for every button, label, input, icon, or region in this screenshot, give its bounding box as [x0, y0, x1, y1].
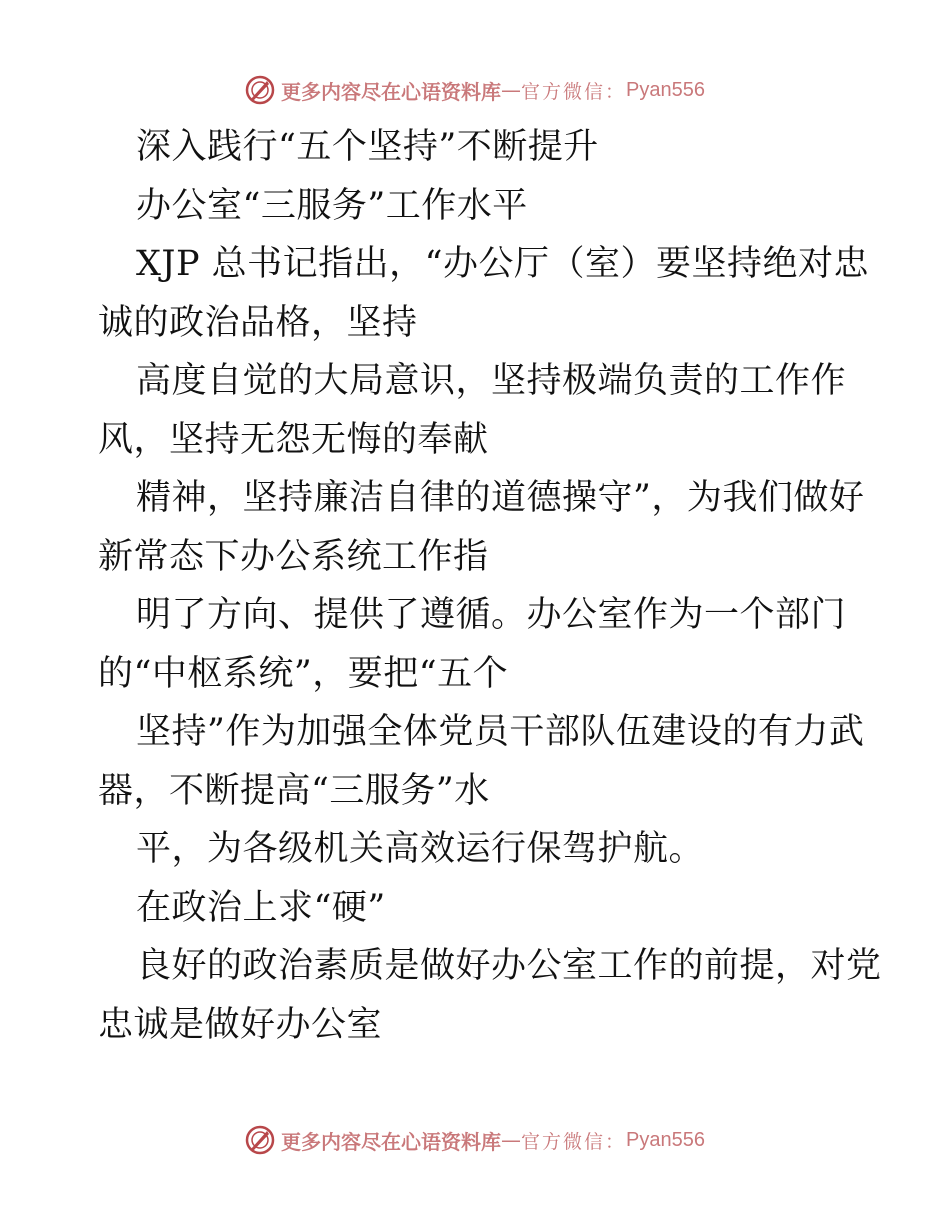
- text-line: 风，坚持无怨无悔的奉献: [98, 419, 489, 460]
- banner-wechat-id: Pyan556: [626, 1128, 705, 1151]
- text-line: 器，不断提高“三服务”水: [98, 770, 490, 811]
- text-line: 良好的政治素质是做好办公室工作的前提，对党: [136, 946, 882, 986]
- text-line: 忠诚是做好办公室: [98, 1004, 383, 1045]
- footer-banner: [0, 1120, 950, 1160]
- banner-wechat-label: 官方微信：: [521, 1130, 627, 1153]
- text-line: XJP 总书记指出，“办公厅（室）要坚持绝对忠: [136, 244, 870, 284]
- document-body: [98, 118, 882, 1054]
- banner-separator: —: [501, 78, 521, 102]
- banner-wechat-id: Pyan556: [626, 78, 705, 101]
- text-line: 平，为各级机关高效运行保驾护航。: [136, 829, 705, 869]
- text-line: 精神，坚持廉洁自律的道德操守”，为我们做好: [136, 478, 865, 518]
- banner-brand: 更多内容尽在心语资料库: [281, 79, 501, 104]
- header-banner: [0, 70, 950, 110]
- banner-brand: 更多内容尽在心语资料库: [281, 1129, 501, 1154]
- text-line: 坚持”作为加强全体党员干部队伍建设的有力武: [136, 712, 865, 752]
- text-line: 新常态下办公系统工作指: [98, 536, 489, 577]
- section-heading: 在政治上求“硬”: [136, 887, 386, 928]
- text-line: 深入践行“五个坚持”不断提升: [136, 127, 599, 167]
- text-line: 办公室“三服务”工作水平: [136, 185, 528, 226]
- text-line: 明了方向、提供了遵循。办公室作为一个部门: [136, 595, 847, 635]
- text-line: 高度自觉的大局意识，坚持极端负责的工作作: [136, 361, 847, 401]
- quill-circle-icon: [245, 75, 275, 105]
- banner-separator: —: [501, 1128, 521, 1152]
- text-line: 诚的政治品格，坚持: [98, 302, 418, 343]
- banner-wechat-label: 官方微信：: [521, 80, 627, 103]
- text-line: 的“中枢系统”，要把“五个: [98, 653, 509, 694]
- quill-circle-icon: [245, 1125, 275, 1155]
